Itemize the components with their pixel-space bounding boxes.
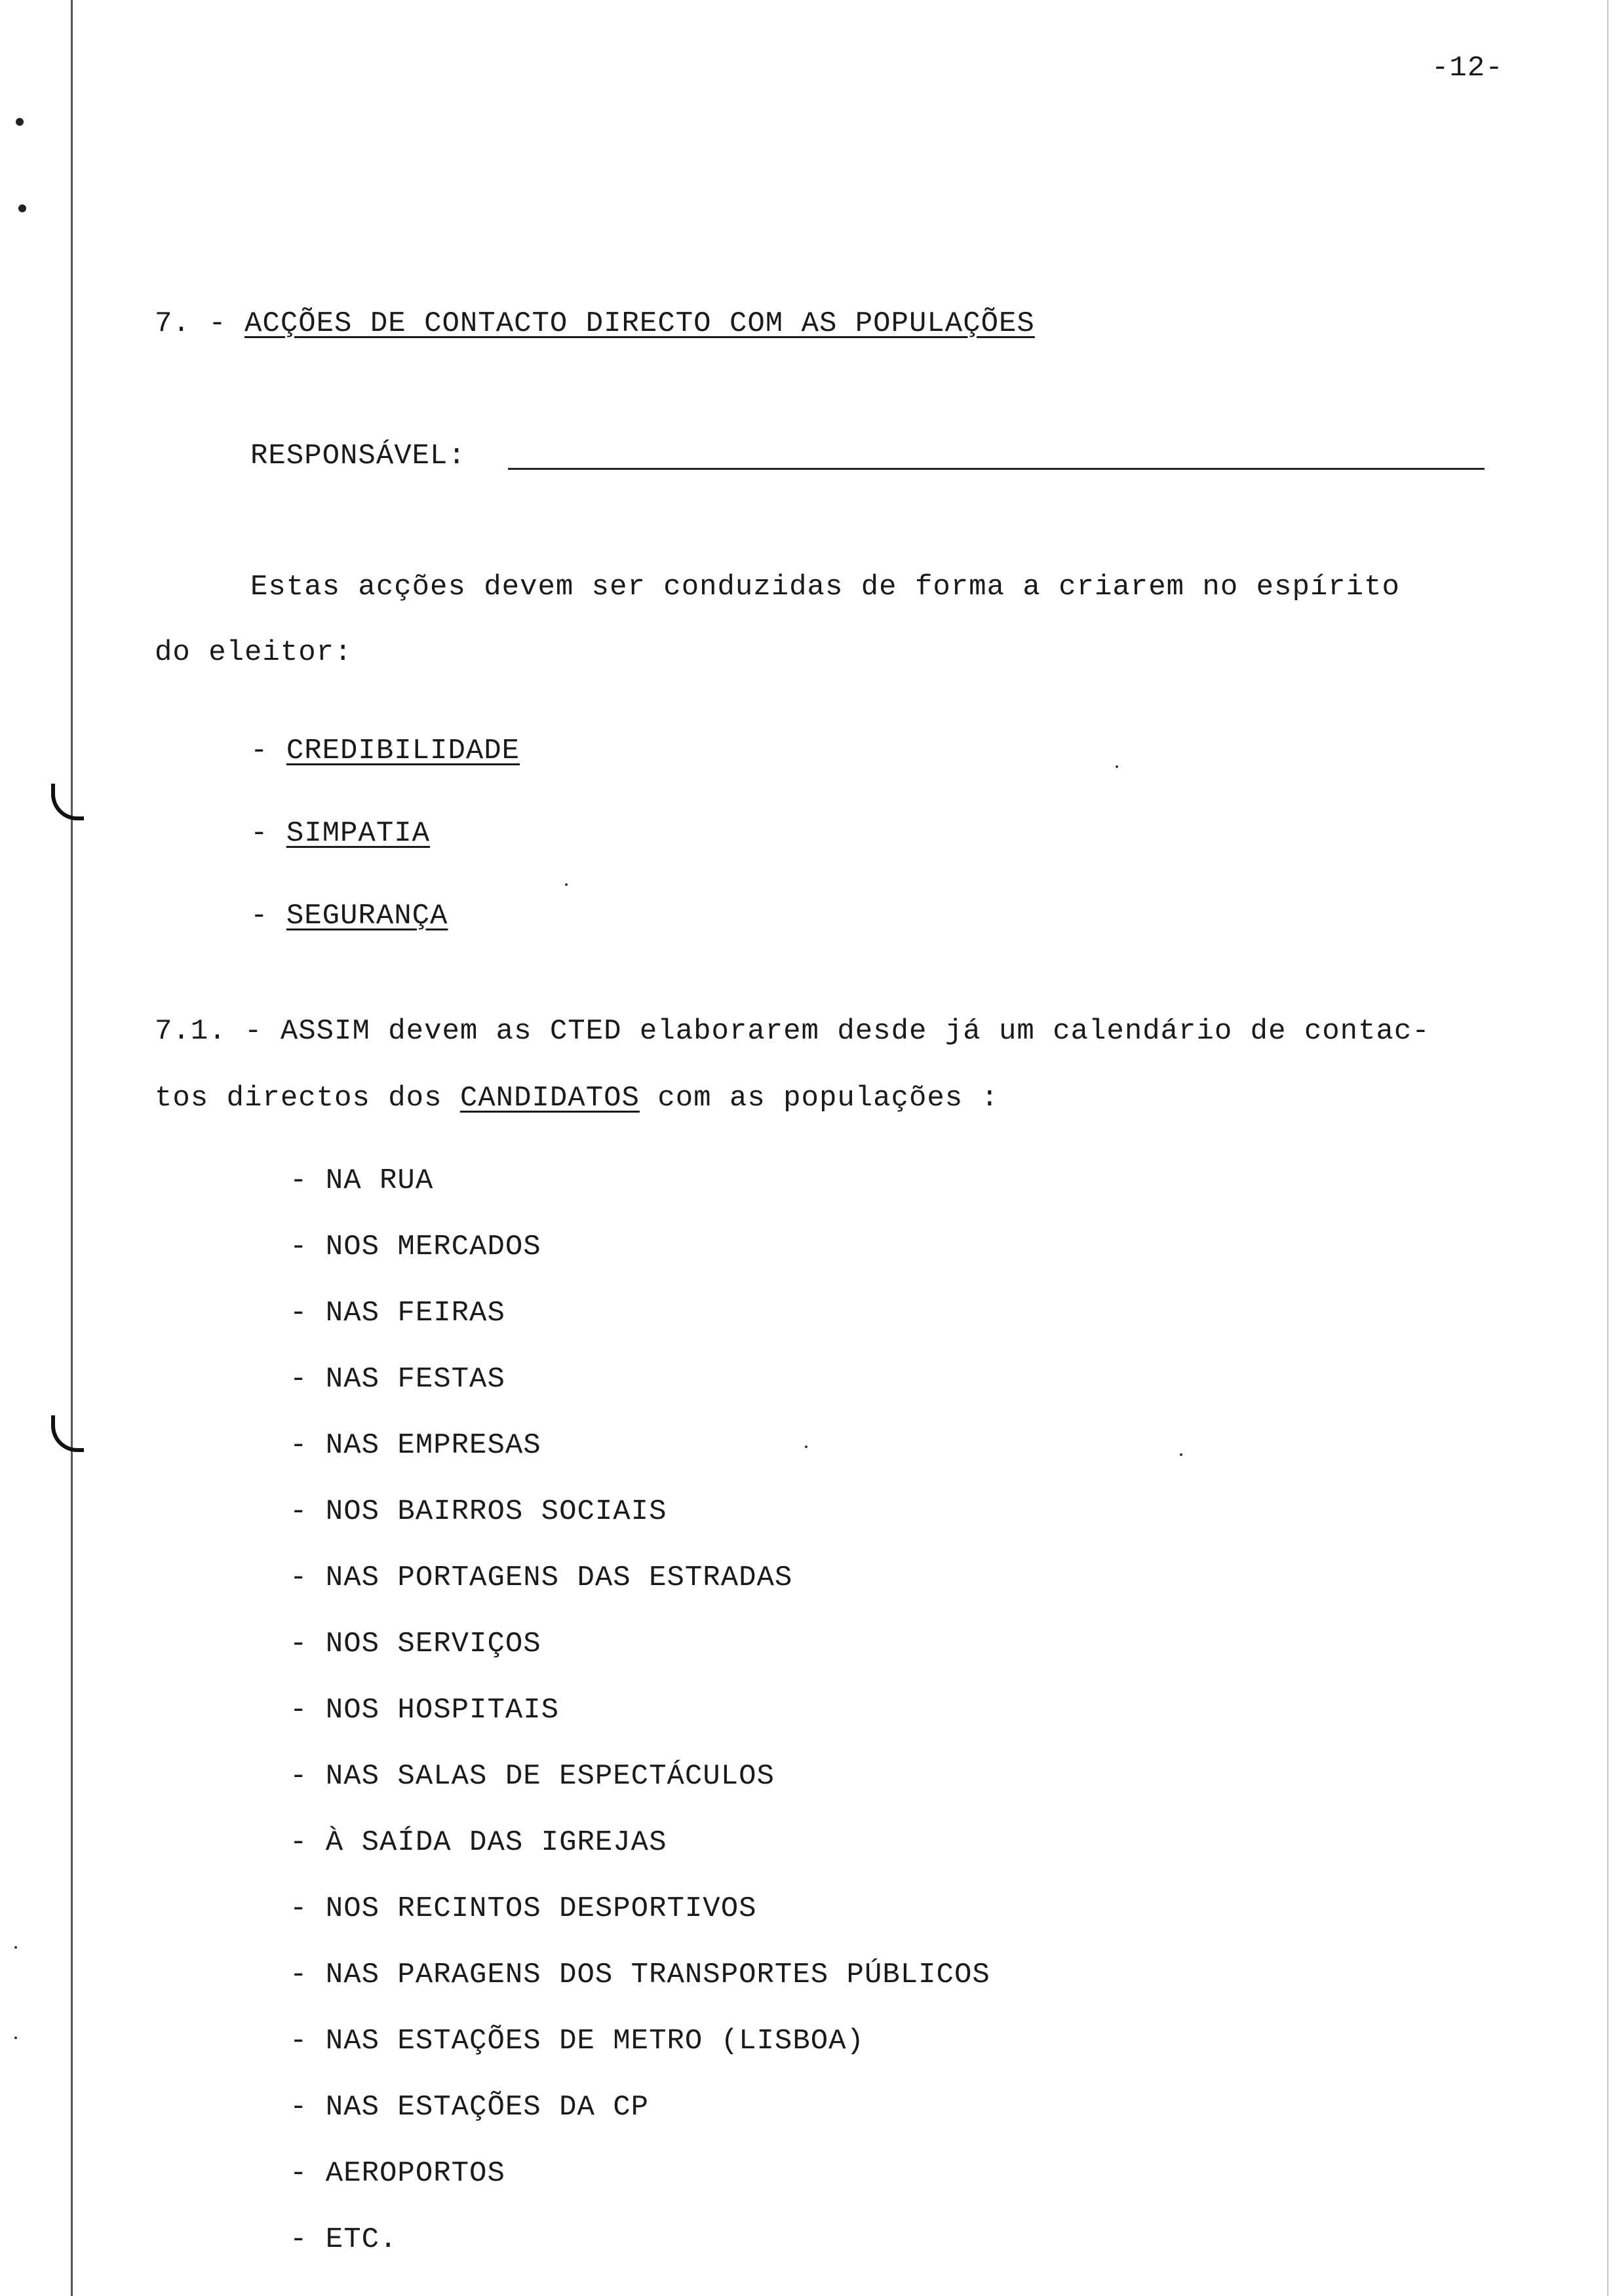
place-item: - ETC. (290, 2223, 398, 2256)
place-item: - NOS SERVIÇOS (290, 1628, 541, 1660)
scan-speck (1116, 765, 1118, 768)
scan-speck (805, 1445, 808, 1448)
quality-item: - SIMPATIA (250, 817, 431, 850)
place-item: - NOS HOSPITAIS (290, 1694, 560, 1727)
scan-speck (14, 1946, 17, 1949)
place-item: - AEROPORTOS (290, 2157, 505, 2190)
place-item: - NAS SALAS DE ESPECTÁCULOS (290, 1760, 775, 1793)
scan-speck (565, 883, 568, 886)
place-item: - NOS BAIRROS SOCIAIS (290, 1495, 667, 1528)
place-item: - NAS EMPRESAS (290, 1429, 541, 1462)
scan-speck (1180, 1453, 1182, 1456)
subsection-line-1: 7.1. - ASSIM devem as CTED elaborarem desde já um calendário de contac- (155, 1015, 1430, 1048)
quality-item: - SEGURANÇA (250, 900, 448, 932)
scan-speck (14, 2037, 17, 2039)
place-item: - À SAÍDA DAS IGREJAS (290, 1826, 667, 1859)
place-item: - NAS PORTAGENS DAS ESTRADAS (290, 1561, 793, 1594)
responsible-label: RESPONSÁVEL: (250, 440, 466, 472)
candidatos-emphasis: CANDIDATOS (459, 1082, 640, 1115)
responsible-fill-line (508, 468, 1485, 470)
place-item: - NAS ESTAÇÕES DA CP (290, 2091, 650, 2124)
punch-hole-mark (16, 118, 24, 126)
quality-item: - CREDIBILIDADE (250, 735, 520, 767)
place-item: - NAS ESTAÇÕES DE METRO (LISBOA) (290, 2025, 865, 2057)
section-title: ACÇÕES DE CONTACTO DIRECTO COM AS POPULAÇÕES (244, 307, 1035, 340)
place-item: - NAS FESTAS (290, 1363, 505, 1396)
place-item: - NOS MERCADOS (290, 1231, 541, 1263)
place-item: - NAS PARAGENS DOS TRANSPORTES PÚBLICOS (290, 1959, 990, 1991)
binder-clip-mark (51, 1415, 84, 1452)
punch-hole-mark (18, 204, 26, 212)
binder-clip-mark (51, 784, 84, 820)
place-item: - NAS FEIRAS (290, 1297, 505, 1330)
page-number: -12- (1431, 52, 1504, 85)
margin-line (71, 0, 73, 2296)
section-heading (155, 305, 1035, 342)
place-item: - NA RUA (290, 1164, 434, 1197)
intro-line-2: do eleitor: (155, 636, 353, 669)
intro-line-1: Estas acções devem ser conduzidas de forma a criarem no espírito (250, 571, 1400, 603)
place-item: - NOS RECINTOS DESPORTIVOS (290, 1892, 757, 1925)
subsection-line-2: tos directos dos CANDIDATOS com as populações : (155, 1082, 1000, 1115)
section-number: 7. - (155, 307, 227, 340)
page-edge (1607, 0, 1608, 2296)
